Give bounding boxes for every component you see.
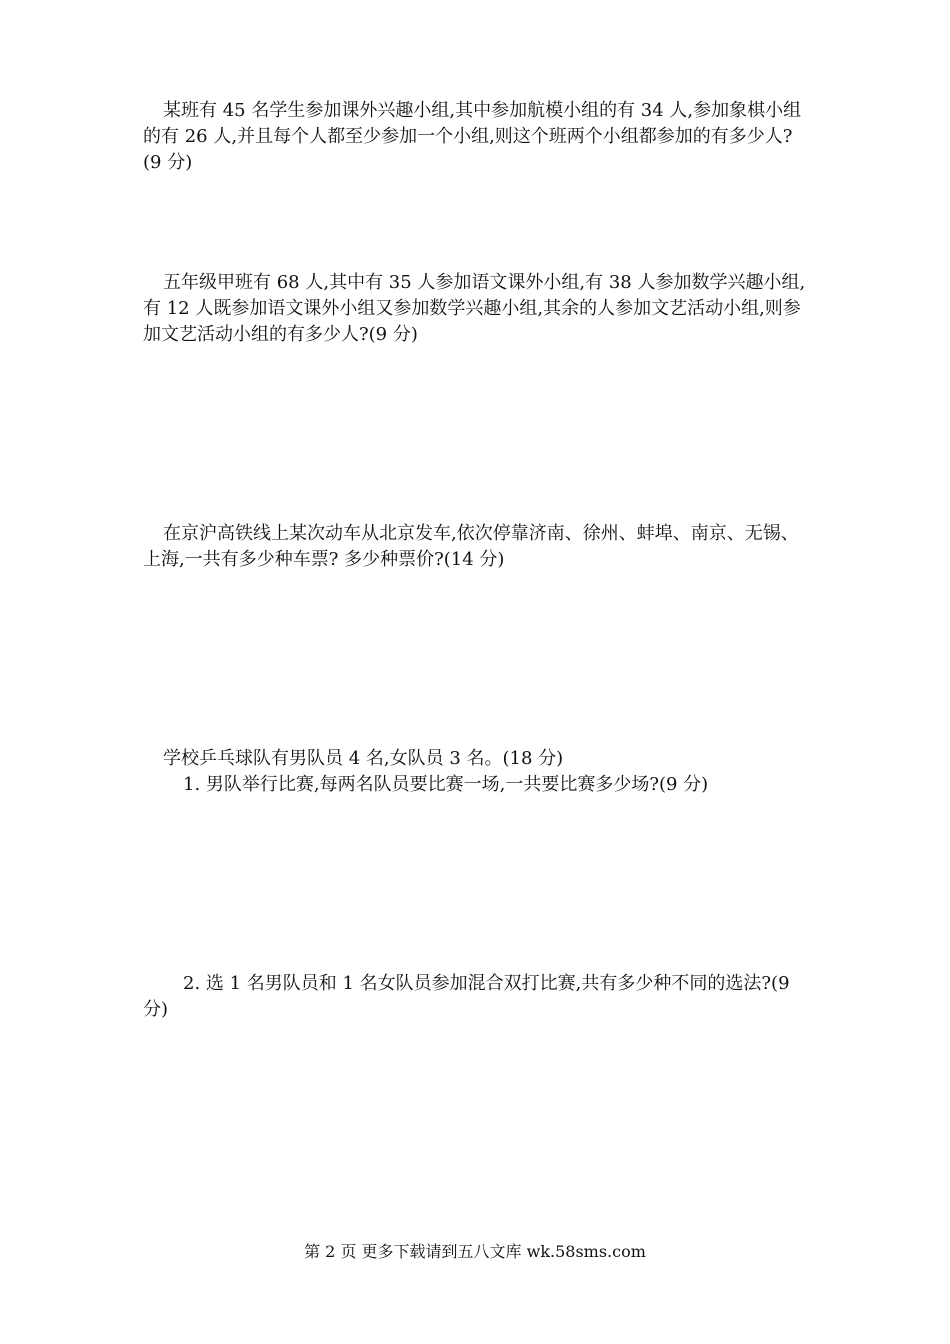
question-4-intro: 学校乒乓球队有男队员 4 名,女队员 3 名。(18 分): [163, 748, 564, 769]
question-1-text: 某班有 45 名学生参加课外兴趣小组,其中参加航模小组的有 34 人,参加象棋小组的有 26 人,并且每个人都至少参加一个小组,则这个班两个小组都参加的有多少人?(9 分): [143, 100, 802, 173]
question-4-part-1: 1. 男队举行比赛,每两名队员要比赛一场,一共要比赛多少场?(9 分): [183, 774, 709, 795]
question-3-text: 在京沪高铁线上某次动车从北京发车,依次停靠济南、徐州、蚌埠、南京、无锡、上海,一共有多少种车票? 多少种票价?(14 分): [143, 523, 799, 570]
page-footer: 第 2 页 更多下载请到五八文库 wk.58sms.com: [304, 1242, 646, 1261]
question-2-text: 五年级甲班有 68 人,其中有 35 人参加语文课外小组,有 38 人参加数学兴趣小组,有 12 人既参加语文课外小组又参加数学兴趣小组,其余的人参加文艺活动小组,则参加文艺活动小组的有多少人?(9 分): [143, 272, 806, 345]
question-4-part-2: 2. 选 1 名男队员和 1 名女队员参加混合双打比赛,共有多少种不同的选法?(9 分): [143, 973, 790, 1020]
